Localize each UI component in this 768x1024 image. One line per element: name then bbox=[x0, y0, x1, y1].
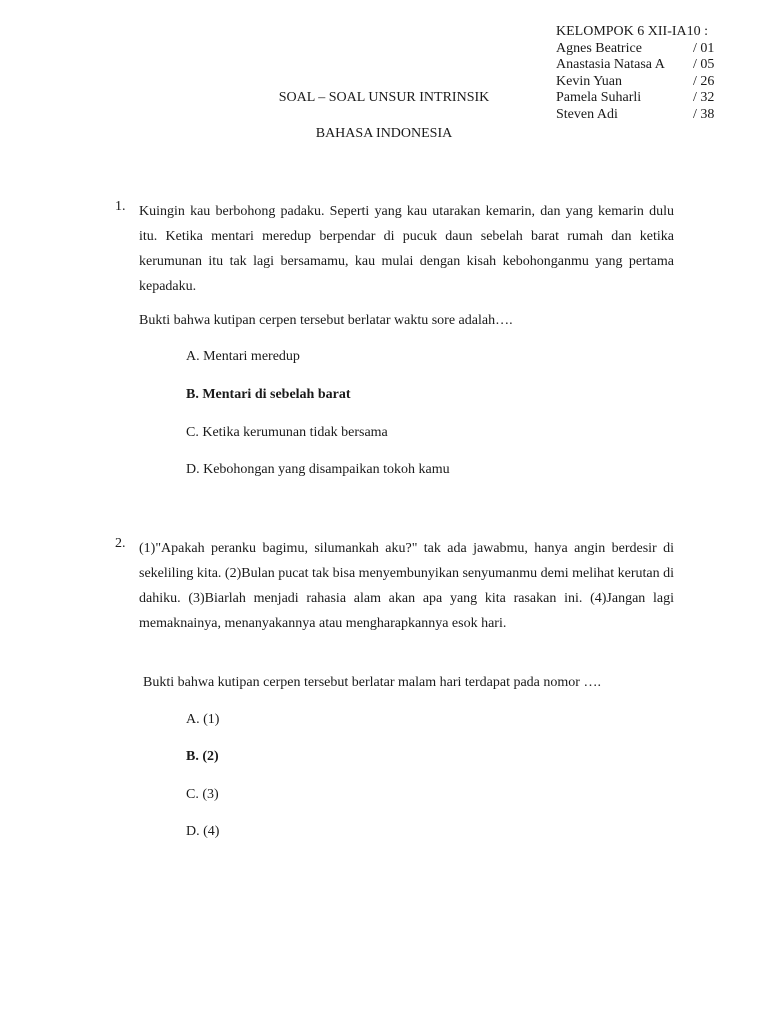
question-prompt: Bukti bahwa kutipan cerpen tersebut berlatar waktu sore adalah…. bbox=[139, 313, 513, 328]
group-title: KELOMPOK 6 XII-IA10 : bbox=[556, 24, 709, 39]
question-number: 1. bbox=[115, 199, 126, 214]
member-name: Anastasia Natasa A bbox=[556, 57, 665, 73]
option-d: D. Kebohongan yang disampaikan tokoh kamu bbox=[186, 462, 450, 477]
option-d: D. (4) bbox=[186, 824, 220, 839]
document-subtitle: BAHASA INDONESIA bbox=[315, 126, 453, 141]
option-b-correct: B. Mentari di sebelah barat bbox=[186, 387, 351, 402]
member-row bbox=[556, 107, 756, 124]
option-c: C. (3) bbox=[186, 787, 219, 802]
member-number: / 26 bbox=[693, 73, 715, 89]
question-passage: (1)"Apakah peranku bagimu, silumankah aku?" tak ada jawabmu, hanya angin berdesir di sekeliling kita. (2)Bulan pucat tak bisa menyembunyikan senyumanmu demi melihat kerutan di dahiku. (3)Biarlah menjadi rahasia alam akan apa yang kita rasakan ini. (4)Jangan lagi memaknainya, menanyakannya atau mengharapkannya esok hari. bbox=[139, 541, 674, 631]
member-name: Pamela Suharli bbox=[556, 90, 642, 106]
option-c: C. Ketika kerumunan tidak bersama bbox=[186, 425, 388, 440]
question-passage: Kuingin kau berbohong padaku. Seperti yang kau utarakan kemarin, dan yang kemarin dulu itu. Ketika mentari meredup berpendar di pucuk daun sebelah barat rumah dan ketika kerumunan itu tak lagi bersamamu, kau mulai dengan kisah kebohonganmu yang pertama kepadaku. bbox=[139, 204, 674, 294]
member-number: / 32 bbox=[693, 90, 715, 106]
question-number: 2. bbox=[115, 536, 126, 551]
member-row bbox=[556, 41, 756, 58]
member-number: / 01 bbox=[693, 40, 715, 56]
option-a: A. Mentari meredup bbox=[186, 349, 300, 364]
option-a: A. (1) bbox=[186, 712, 220, 727]
member-row bbox=[556, 74, 756, 91]
member-name: Steven Adi bbox=[556, 106, 618, 122]
member-name: Kevin Yuan bbox=[556, 73, 622, 89]
member-number: / 38 bbox=[693, 106, 715, 122]
member-name: Agnes Beatrice bbox=[556, 40, 642, 56]
document-title: SOAL – SOAL UNSUR INTRINSIK bbox=[278, 90, 490, 105]
member-row bbox=[556, 57, 756, 74]
option-b-correct: B. (2) bbox=[186, 749, 219, 764]
group-info bbox=[556, 24, 756, 124]
question-prompt: Bukti bahwa kutipan cerpen tersebut berlatar malam hari terdapat pada nomor …. bbox=[143, 675, 601, 690]
member-number: / 05 bbox=[693, 57, 715, 73]
